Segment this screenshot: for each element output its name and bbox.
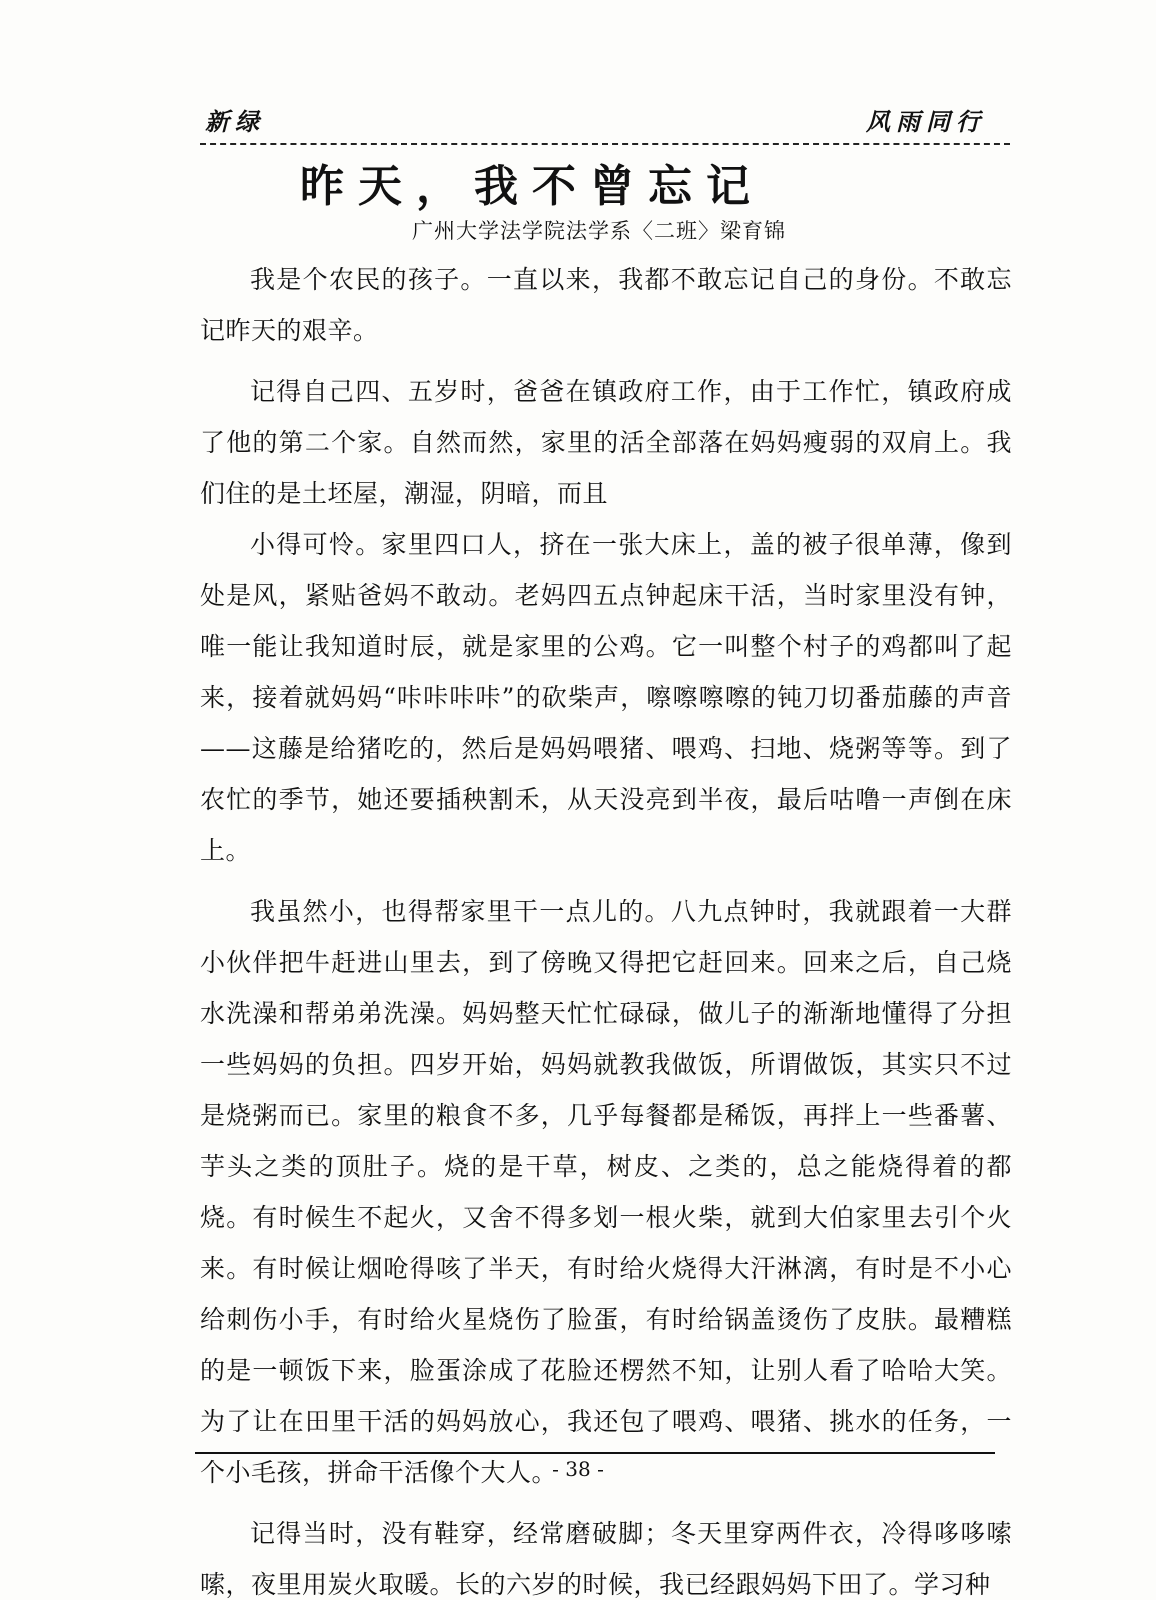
footer-divider: [195, 1452, 995, 1454]
paragraph: 记得自己四、五岁时，爸爸在镇政府工作，由于工作忙，镇政府成了他的第二个家。自然而然，家里的活全部落在妈妈瘦弱的双肩上。我们住的是土坯屋，潮湿，阴暗，而且: [200, 377, 1012, 508]
header-column-name: 风雨同行: [866, 107, 986, 136]
paragraph: 我是个农民的孩子。一直以来，我都不敢忘记自己的身份。不敢忘记昨天的艰辛。: [200, 265, 1012, 345]
paragraph: 我虽然小，也得帮家里干一点儿的。八九点钟时，我就跟着一大群小伙伴把牛赶进山里去，到了傍晚又得把它赶回来。回来之后，自己烧水洗澡和帮弟弟洗澡。妈妈整天忙忙碌碌，做儿子的渐渐地懂得了分担一些妈妈的负担。四岁开始，妈妈就教我做饭，所谓做饭，其实只不过是烧粥而已。家里的粮食不多，几乎每餐都是稀饭，再拌上一些番薯、芋头之类的顶肚子。烧的是干草，树皮、之类的，总之能烧得着的都烧。有时候生不起火，又舍不得多划一根火柴，就到大伯家里去引个火来。有时候让烟呛得咳了半天，有时给火烧得大汗淋漓，有时是不小心给刺伤小手，有时给火星烧伤了脸蛋，有时给锅盖烫伤了皮肤。最糟糕的是一顿饭下来，脸蛋涂成了花脸还楞然不知，让别人看了哈哈大笑。为了让在田里干活的妈妈放心，我还包了喂鸡、喂猪、挑水的任务，一个小毛孩，拼命干活像个大人。: [200, 897, 1012, 1487]
article-body: [200, 254, 1012, 1620]
paragraph: 记得当时，没有鞋穿，经常磨破脚；冬天里穿两件衣，冷得哆哆嗦嗦，夜里用炭火取暖。长的六岁的时候，我已经跟妈妈下田了。学习种: [200, 1519, 1012, 1599]
header-divider: [200, 143, 1010, 145]
paragraph: 小得可怜。家里四口人，挤在一张大床上，盖的被子很单薄，像到处是风，紧贴爸妈不敢动。老妈四五点钟起床干活，当时家里没有钟，唯一能让我知道时辰，就是家里的公鸡。它一叫整个村子的鸡都叫了起来，接着就妈妈“咔咔咔咔”的砍柴声，嚓嚓嚓嚓的钝刀切番茄藤的声音——这藤是给猪吃的，然后是妈妈喂猪、喂鸡、扫地、烧粥等等。到了农忙的季节，她还要插秧割禾，从天没亮到半夜，最后咕噜一声倒在床上。: [200, 530, 1012, 865]
article-byline: 广州大学法学院法学系〈二班〉梁育锦: [412, 219, 786, 243]
header-section-name: 新绿: [205, 107, 265, 136]
page-number: - 38 -: [552, 1457, 604, 1481]
article-title: 昨天，我不曾忘记: [300, 161, 764, 212]
